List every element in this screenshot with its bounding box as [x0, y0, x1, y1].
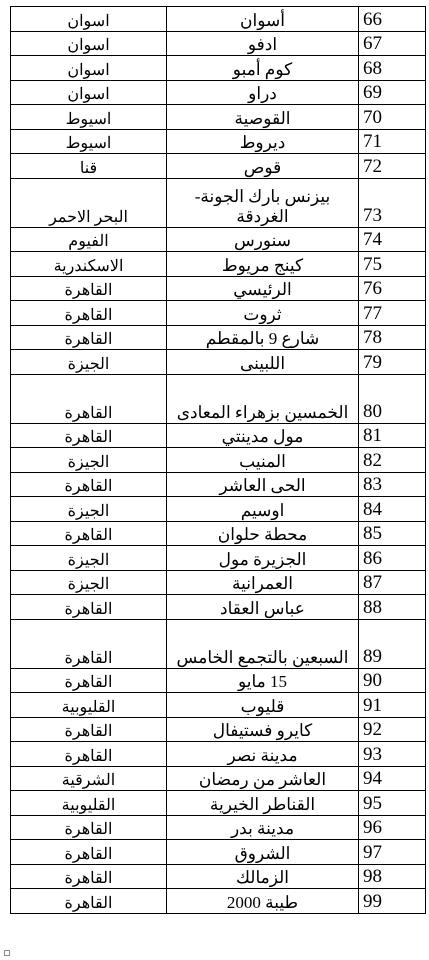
row-number: 81	[359, 423, 426, 448]
branch-name: محطة حلوان	[167, 521, 359, 546]
table-row	[11, 56, 426, 81]
governorate: الجيزة	[11, 546, 167, 571]
table-row	[11, 448, 426, 473]
row-number: 97	[359, 840, 426, 865]
table-row	[11, 546, 426, 571]
branch-name: الخمسين بزهراء المعادى	[167, 374, 359, 423]
governorate: الجيزة	[11, 570, 167, 595]
governorate: القاهرة	[11, 864, 167, 889]
table-row	[11, 619, 426, 668]
governorate: اسيوط	[11, 129, 167, 154]
row-number: 79	[359, 350, 426, 375]
table-row	[11, 31, 426, 56]
branch-name: قوص	[167, 154, 359, 179]
governorate: القاهرة	[11, 374, 167, 423]
governorate: اسيوط	[11, 105, 167, 130]
row-number: 75	[359, 252, 426, 277]
row-number: 73	[359, 178, 426, 227]
branch-name: أسوان	[167, 7, 359, 32]
table-row	[11, 227, 426, 252]
branch-name: السبعين بالتجمع الخامس	[167, 619, 359, 668]
governorate: الجيزة	[11, 497, 167, 522]
table-row	[11, 766, 426, 791]
table-row	[11, 276, 426, 301]
table-row	[11, 791, 426, 816]
row-number: 67	[359, 31, 426, 56]
branch-name: الزمالك	[167, 864, 359, 889]
governorate: البحر الاحمر	[11, 178, 167, 227]
table-row	[11, 80, 426, 105]
branch-name: المنيب	[167, 448, 359, 473]
governorate: اسوان	[11, 7, 167, 32]
row-number: 95	[359, 791, 426, 816]
table-row	[11, 374, 426, 423]
row-number: 74	[359, 227, 426, 252]
table-body	[11, 7, 426, 914]
governorate: القاهرة	[11, 595, 167, 620]
table-row	[11, 301, 426, 326]
table-row	[11, 693, 426, 718]
row-number: 94	[359, 766, 426, 791]
table-row	[11, 472, 426, 497]
governorate: الفيوم	[11, 227, 167, 252]
governorate: القاهرة	[11, 472, 167, 497]
table-row	[11, 595, 426, 620]
branch-name: القناطر الخيرية	[167, 791, 359, 816]
branch-name: اللبينى	[167, 350, 359, 375]
branch-name: مول مدينتي	[167, 423, 359, 448]
row-number: 71	[359, 129, 426, 154]
table-row	[11, 252, 426, 277]
branch-name: ادفو	[167, 31, 359, 56]
row-number: 70	[359, 105, 426, 130]
governorate: القليوبية	[11, 693, 167, 718]
governorate: القاهرة	[11, 423, 167, 448]
branches-table	[10, 6, 426, 914]
row-number: 66	[359, 7, 426, 32]
governorate: اسوان	[11, 31, 167, 56]
table-row	[11, 889, 426, 914]
branch-name: طيبة 2000	[167, 889, 359, 914]
branch-name: شارع 9 بالمقطم	[167, 325, 359, 350]
governorate: الجيزة	[11, 448, 167, 473]
table-row	[11, 815, 426, 840]
branch-name: اوسيم	[167, 497, 359, 522]
row-number: 93	[359, 742, 426, 767]
table-row	[11, 105, 426, 130]
branch-name: بيزنس بارك الجونة- الغردقة	[167, 178, 359, 227]
branch-name: دراو	[167, 80, 359, 105]
row-number: 98	[359, 864, 426, 889]
branch-name: ديروط	[167, 129, 359, 154]
table-row	[11, 717, 426, 742]
table-row	[11, 154, 426, 179]
table-row	[11, 668, 426, 693]
row-number: 85	[359, 521, 426, 546]
governorate: القاهرة	[11, 742, 167, 767]
table-row	[11, 521, 426, 546]
table-row	[11, 178, 426, 227]
branch-name: العاشر من رمضان	[167, 766, 359, 791]
page-end-marker	[4, 950, 10, 956]
governorate: اسوان	[11, 56, 167, 81]
row-number: 83	[359, 472, 426, 497]
branch-name: كوم أمبو	[167, 56, 359, 81]
row-number: 80	[359, 374, 426, 423]
row-number: 86	[359, 546, 426, 571]
governorate: اسوان	[11, 80, 167, 105]
branch-name: كايرو فستيفال	[167, 717, 359, 742]
governorate: القاهرة	[11, 668, 167, 693]
governorate: قنا	[11, 154, 167, 179]
row-number: 77	[359, 301, 426, 326]
governorate: القاهرة	[11, 325, 167, 350]
table-row	[11, 840, 426, 865]
row-number: 72	[359, 154, 426, 179]
row-number: 84	[359, 497, 426, 522]
row-number: 89	[359, 619, 426, 668]
table-row	[11, 864, 426, 889]
branch-name: قليوب	[167, 693, 359, 718]
row-number: 92	[359, 717, 426, 742]
row-number: 88	[359, 595, 426, 620]
branch-name: مدينة نصر	[167, 742, 359, 767]
governorate: القاهرة	[11, 276, 167, 301]
branch-name: ثروت	[167, 301, 359, 326]
table-row	[11, 742, 426, 767]
branch-name: الحى العاشر	[167, 472, 359, 497]
branch-name: عباس العقاد	[167, 595, 359, 620]
governorate: القاهرة	[11, 521, 167, 546]
table-row	[11, 129, 426, 154]
row-number: 90	[359, 668, 426, 693]
governorate: الشرقية	[11, 766, 167, 791]
branch-name: 15 مايو	[167, 668, 359, 693]
governorate: القاهرة	[11, 301, 167, 326]
table-row	[11, 570, 426, 595]
governorate: الاسكندرية	[11, 252, 167, 277]
branch-name: العمرانية	[167, 570, 359, 595]
table-row	[11, 423, 426, 448]
governorate: القاهرة	[11, 619, 167, 668]
row-number: 69	[359, 80, 426, 105]
governorate: القاهرة	[11, 717, 167, 742]
row-number: 68	[359, 56, 426, 81]
table-row	[11, 7, 426, 32]
branch-name: سنورس	[167, 227, 359, 252]
branch-name: كينج مريوط	[167, 252, 359, 277]
row-number: 76	[359, 276, 426, 301]
governorate: القاهرة	[11, 889, 167, 914]
branch-name: مدينة بدر	[167, 815, 359, 840]
branch-name: الرئيسي	[167, 276, 359, 301]
row-number: 91	[359, 693, 426, 718]
governorate: الجيزة	[11, 350, 167, 375]
branch-name: القوصية	[167, 105, 359, 130]
table-row	[11, 325, 426, 350]
row-number: 87	[359, 570, 426, 595]
table-row	[11, 497, 426, 522]
table-row	[11, 350, 426, 375]
row-number: 96	[359, 815, 426, 840]
governorate: القليوبية	[11, 791, 167, 816]
row-number: 82	[359, 448, 426, 473]
row-number: 78	[359, 325, 426, 350]
branch-name: الشروق	[167, 840, 359, 865]
row-number: 99	[359, 889, 426, 914]
governorate: القاهرة	[11, 815, 167, 840]
branch-name: الجزيرة مول	[167, 546, 359, 571]
governorate: القاهرة	[11, 840, 167, 865]
